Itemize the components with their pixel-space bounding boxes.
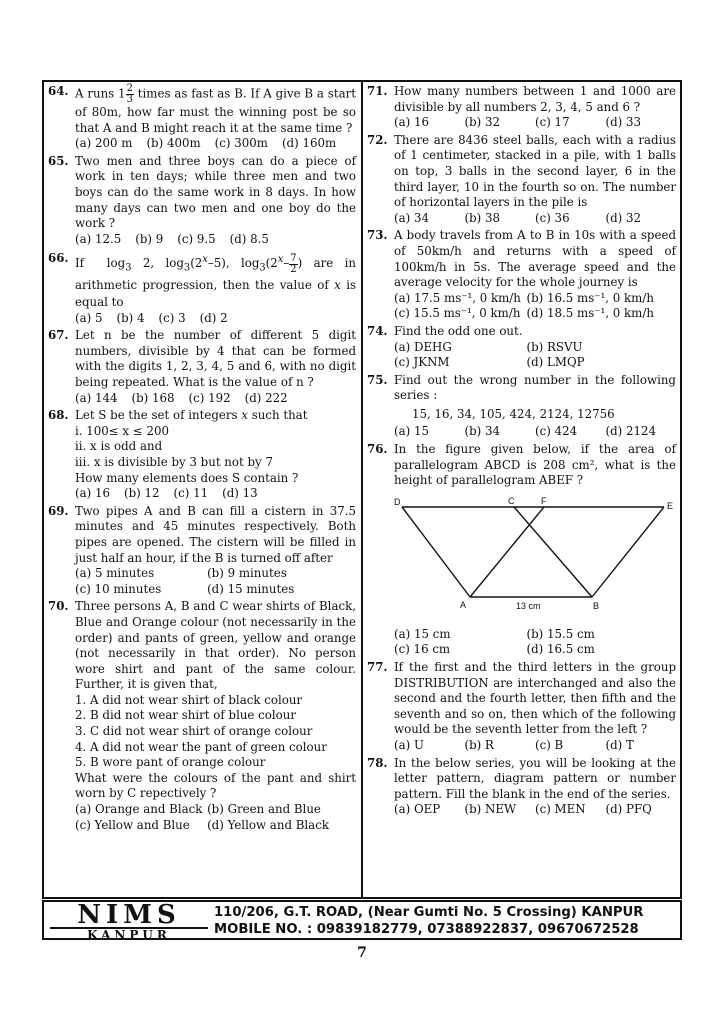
question-73: 73. A body travels from A to B in 10s with a speed of 50km/h and returns with a speed of 100km/h in 5s. The average speed and the average velocity for the whole journey is (a) 17.5 ms⁻¹, 0 km/h (b) 16.5 ms⁻¹, 0 km/h (c) 15.5 ms⁻¹, 0 km/h (d) 18.5 ms⁻¹, 0 km/h	[367, 228, 676, 321]
options: (a) 16 (b) 32 (c) 17 (d) 33	[394, 115, 642, 130]
column-divider	[361, 82, 363, 897]
question-77: 77. If the first and the third letters in the group DISTRIBUTION are interchanged and also the second and the fourth letter, then fifth and the seventh and so on, then which of the following would be the seventh letter from the left ? (a) U (b) R (c) B (d) T	[367, 660, 676, 752]
question-78: 78. In the below series, you will be looking at the letter pattern, diagram pattern or number pattern. Fill the blank in the end of the series. (a) OEP (b) NEW (c) MEN (d) PFQ	[367, 755, 676, 817]
number-series: 15, 16, 34, 105, 424, 2124, 12756	[412, 406, 615, 421]
options: (a) 144 (b) 168 (c) 192 (d) 222	[75, 390, 288, 405]
question-68: 68. Let S be the set of integers x such that i. 100≤ x ≤ 200 ii. x is odd and iii. x is divisible by 3 but not by 7 How many elements does S contain ? (a) 16 (b) 12 (c) 11 (d) 13	[48, 408, 356, 502]
question-66: 66. If $\log_3 2$, $\log_3(2^x-5)$, $\log_3(2^x-$ $\frac{7}{2}$ ) are in arithmetic progression, then the value of x is equal to (a) 5 (b) 4 (c) 3 (d) 2	[48, 251, 357, 325]
question-64: 64. A runs 1 $\frac{2}{3}$ times as fast as B. If A give B a start of 80m, how far must the winning post be so that A and B might reach it at the same time ? (a) 200 m (b) 400m (c) 300m (d) 160m	[48, 83, 356, 151]
question-76: 76. In the figure given below, if the area of parallelogram ABCD is 208 cm², what is the height of parallelogram ABEF ? D C F E A B 13 cm (a) 15 cm (b) 15.5 cm (c) 16 cm (d) 16.5 cm	[367, 442, 676, 657]
parallelogram-figure	[394, 495, 676, 617]
list-item: ii. x is odd and	[75, 439, 163, 454]
options: (a) 5 minutes (b) 9 minutes (c) 10 minutes (d) 15 minutes	[75, 566, 295, 596]
question-72: 72. There are 8436 steel balls, each with a radius of 1 centimeter, stacked in a pile, with 1 balls on top, 3 balls in the second layer, 6 in the third layer, 10 in the fourth so on. The number of horizontal layers in the pile is (a) 34 (b) 38 (c) 36 (d) 32	[367, 132, 676, 225]
options: (a) 5 (b) 4 (c) 3 (d) 2	[75, 310, 228, 325]
contact-info	[214, 904, 676, 938]
question-71: 71. How many numbers between 1 and 1000 are divisible by all numbers 2, 3, 4, 5 and 6 ? (a) 16 (b) 32 (c) 17 (d) 33	[367, 84, 676, 130]
right-column	[367, 84, 676, 820]
list-item: 2. B did not wear shirt of blue colour	[75, 708, 296, 723]
label-A: A	[460, 599, 467, 610]
question-65: 65. Two men and three boys can do a piece of work in ten days; while three men and two boys can do the same work in 8 days. In how many days can two men and one boy do the work ? (a) 12.5 (b) 9 (c) 9.5 (d) 8.5	[48, 153, 356, 246]
list-item: 4. A did not wear the pant of green colour	[75, 739, 327, 754]
question-75: 75. Find out the wrong number in the following series : 15, 16, 34, 105, 424, 2124, 12756 (a) 15 (b) 34 (c) 424 (d) 2124	[367, 372, 676, 439]
options: (a) Orange and Black (b) Green and Blue (c) Yellow and Blue (d) Yellow and Black	[75, 802, 329, 832]
options: (a) 15 cm (b) 15.5 cm (c) 16 cm (d) 16.5 cm	[394, 626, 595, 657]
fraction: $\frac{2}{3}$	[126, 83, 133, 105]
address: 110/206, G.T. ROAD, (Near Gumti No. 5 Crossing) KANPUR	[214, 905, 644, 920]
options: (a) 15 (b) 34 (c) 424 (d) 2124	[394, 424, 657, 439]
label-E: E	[667, 500, 674, 511]
options: (a) 16 (b) 12 (c) 11 (d) 13	[75, 486, 258, 501]
question-67: 67. Let n be the number of different 5 digit numbers, divisible by 4 that can be formed with the digits 1, 2, 3, 4, 5 and 6, with no digit being repeated. What is the value of n ? (a) 144 (b) 168 (c) 192 (d) 222	[48, 328, 356, 405]
edge-FA	[470, 507, 544, 597]
options: (a) 12.5 (b) 9 (c) 9.5 (d) 8.5	[75, 231, 269, 246]
label-D: D	[394, 496, 401, 507]
options: (a) 17.5 ms⁻¹, 0 km/h (b) 16.5 ms⁻¹, 0 km/h (c) 15.5 ms⁻¹, 0 km/h (d) 18.5 ms⁻¹, 0 km/h	[394, 290, 654, 321]
page-number: 7	[357, 945, 367, 961]
options: (a) U (b) R (c) B (d) T	[394, 738, 634, 752]
question-70: 70. Three persons A, B and C wear shirts of Black, Blue and Orange colour (not necessarily in the order) and pants of green, yellow and orange (not necessarily in that order). No person wore shirt and pant of the same colour. Further, it is given that, 1. A did not wear shirt of black colour 2. B did not wear shirt of blue colour 3. C did not wear shirt of orange colour 4. A did not wear the pant of green colour 5. B wore pant of orange colour What were the colours of the pant and shirt worn by C repectively ? (a) Orange and Black (b) Green and Blue (c) Yellow and Blue (d) Yellow and Black	[48, 599, 356, 832]
footer-banner	[42, 900, 682, 940]
mobile-numbers: MOBILE NO. : 09839182779, 07388922837, 09670672528	[214, 922, 639, 937]
edge-BE	[592, 507, 664, 597]
list-item: 1. A did not wear shirt of black colour	[75, 692, 303, 707]
list-item: 3. C did not wear shirt of orange colour	[75, 724, 313, 739]
label-base: 13 cm	[516, 600, 541, 611]
label-F: F	[541, 495, 547, 506]
nims-logo: NIMS KANPUR	[50, 903, 208, 939]
left-column	[48, 84, 356, 835]
edge-CB	[514, 507, 592, 597]
label-B: B	[593, 600, 600, 611]
options: (a) DEHG (b) RSVU (c) JKNM (d) LMQP	[394, 339, 585, 370]
list-item: 5. B wore pant of orange colour	[75, 755, 266, 770]
list-item: iii. x is divisible by 3 but not by 7	[75, 454, 273, 469]
edge-DA	[402, 507, 470, 597]
options: (a) OEP (b) NEW (c) MEN (d) PFQ	[394, 802, 652, 817]
label-C: C	[508, 495, 515, 506]
question-69: 69. Two pipes A and B can fill a cistern in 37.5 minutes and 45 minutes respectively. Both pipes are opened. The cistern will be filled in just half an hour, if the B is turned off after (a) 5 minutes (b) 9 minutes (c) 10 minutes (d) 15 minutes	[48, 503, 356, 596]
list-item: i. 100≤ x ≤ 200	[75, 423, 169, 438]
options: (a) 200 m (b) 400m (c) 300m (d) 160m	[75, 136, 337, 151]
question-number: 64.	[48, 84, 69, 98]
question-74: 74. Find the odd one out. (a) DEHG (b) RSVU (c) JKNM (d) LMQP	[367, 324, 676, 371]
options: (a) 34 (b) 38 (c) 36 (d) 32	[394, 210, 642, 225]
